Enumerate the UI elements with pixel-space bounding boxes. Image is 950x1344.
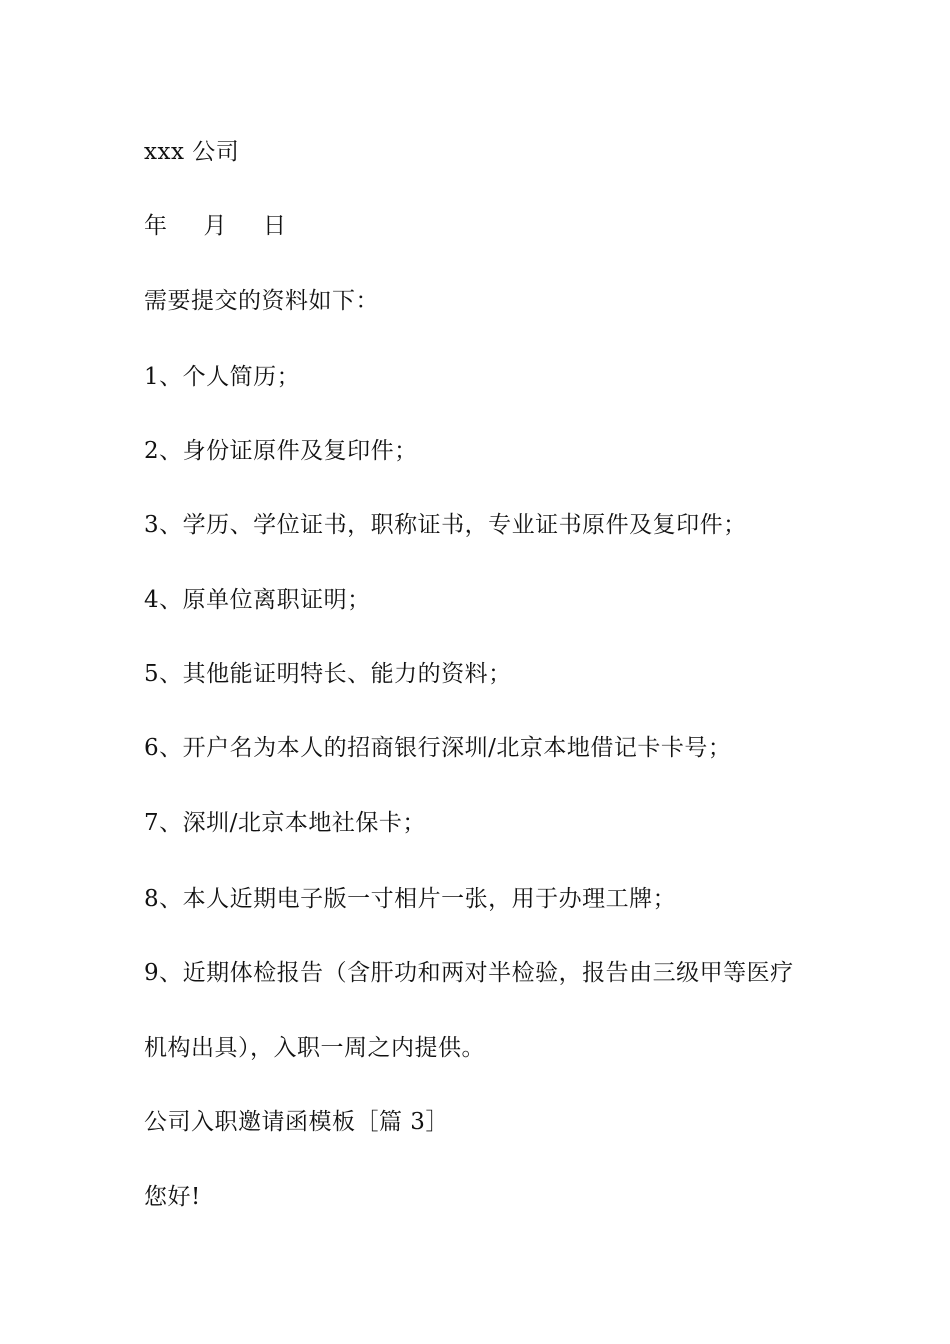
date-year: 年 — [144, 213, 168, 239]
list-item: 1、个人简历； — [144, 364, 301, 390]
list-item: 3、学历、学位证书，职称证书，专业证书原件及复印件； — [144, 512, 747, 538]
list-item: 5、其他能证明特长、能力的资料； — [144, 661, 512, 687]
signature-date — [144, 211, 287, 241]
list-item: 9、近期体检报告（含肝功和两对半检验，报告由三级甲等医疗 — [144, 960, 794, 986]
date-day: 日 — [263, 213, 287, 239]
company-signature: xxx 公司 — [144, 139, 240, 165]
materials-intro: 需要提交的资料如下： — [144, 288, 379, 314]
greeting: 您好! — [144, 1184, 201, 1210]
list-item: 8、本人近期电子版一寸相片一张，用于办理工牌； — [144, 886, 677, 912]
date-month: 月 — [203, 213, 227, 239]
section-title: 公司入职邀请函模板［篇 3］ — [144, 1109, 449, 1135]
list-item-continuation: 机构出具），入职一周之内提供。 — [144, 1035, 485, 1061]
list-item: 2、身份证原件及复印件； — [144, 438, 418, 464]
list-item: 7、深圳/北京本地社保卡； — [144, 810, 426, 836]
list-item: 4、原单位离职证明； — [144, 587, 371, 613]
list-item: 6、开户名为本人的招商银行深圳/北京本地借记卡卡号； — [144, 735, 732, 761]
